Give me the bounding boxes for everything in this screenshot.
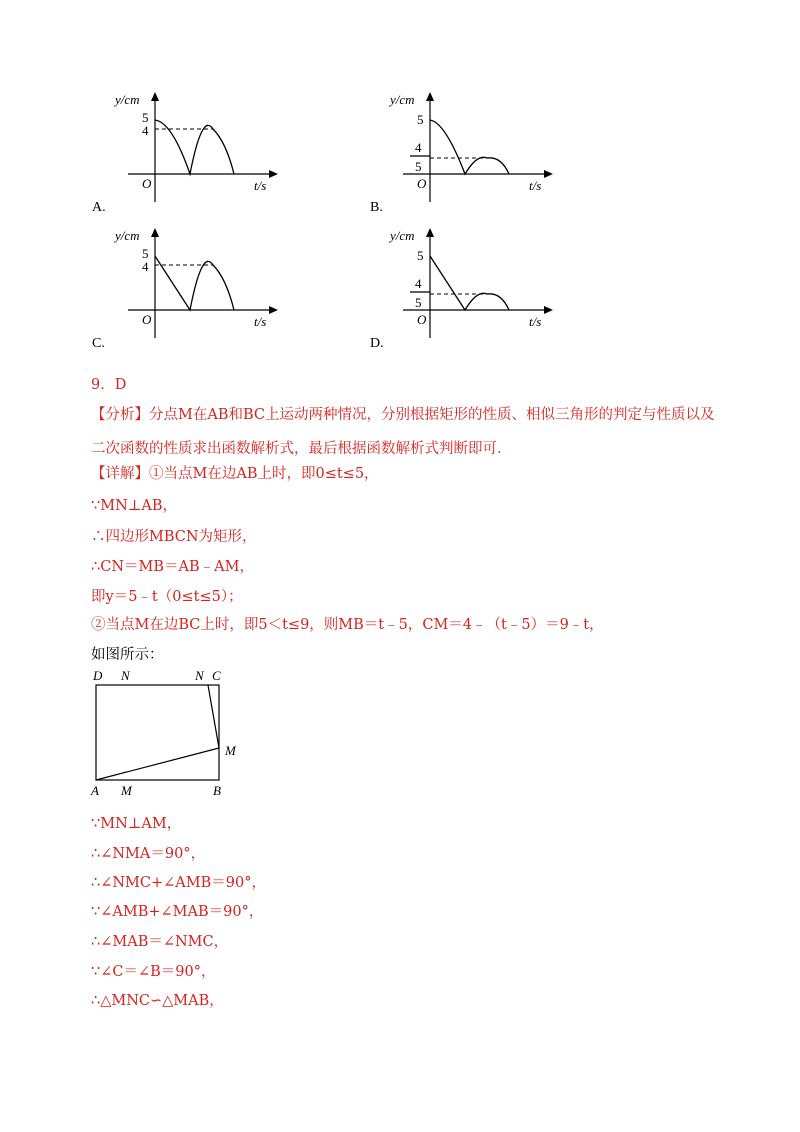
step-10: ∵∠C＝∠B＝90°， [91,964,216,980]
tick-4: 4 [415,140,422,155]
step-7: ∴∠NMC+∠AMB＝90°， [91,875,266,891]
y-axis-label: y/cm [390,92,415,107]
tick-5b: 5 [415,159,422,174]
label-d: D [93,668,103,683]
tick-5: 5 [142,246,149,261]
y-axis-label: y/cm [390,228,415,243]
label-n2: N [195,668,204,683]
option-c-label: C. [92,336,105,351]
step-9: ∴∠MAB＝∠NMC， [91,934,229,950]
step-11: ∴△MNC∽△MAB， [91,993,224,1009]
detail-case-2: ②当点M在边BC上时，即5＜t≤9，则MB＝t﹣5，CM＝4﹣（t﹣5）＝9﹣t， [91,617,604,633]
x-axis-label: t/s [254,314,267,329]
detail-case-1: 【详解】①当点M在边AB上时，即0≤t≤5， [91,466,379,482]
tick-5: 5 [417,112,424,127]
figure-intro: 如图所示： [91,647,164,663]
analysis-text: 【分析】分点M在AB和BC上运动两种情况，分别根据矩形的性质、相似三角形的判定与性质以及二次函数的性质求出函数解析式，最后根据函数解析式判断即可． [91,407,715,457]
x-axis-label: t/s [254,178,267,193]
step-1: ∵MN⊥AB， [91,498,178,514]
option-b-label: B. [370,200,383,215]
x-axis-label: t/s [529,314,542,329]
origin-label: O [417,176,427,191]
y-axis-label: y/cm [115,228,140,243]
graph-option-a [110,92,280,207]
step-8: ∵∠AMB+∠MAB＝90°， [91,904,264,920]
tick-4: 4 [142,123,149,138]
origin-label: O [142,312,152,327]
label-m-bottom: M [121,783,132,798]
question-number: 9．D [91,377,127,393]
origin-label: O [417,312,427,327]
option-d-label: D. [370,336,384,351]
graph-option-b [385,92,555,207]
rectangle-figure [88,668,258,804]
step-3: ∴CN＝MB＝AB﹣AM， [91,559,254,575]
tick-4: 4 [142,259,149,274]
tick-5b: 5 [415,295,422,310]
origin-label: O [142,176,152,191]
step-5: ∵MN⊥AM， [91,816,182,832]
option-a-label: A. [92,200,106,215]
step-4: 即y＝5﹣t（0≤t≤5）； [91,589,243,605]
tick-5: 5 [417,248,424,263]
y-axis-label: y/cm [115,92,140,107]
label-c: C [212,668,221,683]
graph-option-d [385,228,555,343]
label-a: A [91,783,99,798]
x-axis-label: t/s [529,178,542,193]
label-n: N [121,668,130,683]
label-m-right: M [225,743,236,758]
tick-4: 4 [415,276,422,291]
label-b: B [213,783,221,798]
step-6: ∴∠NMA＝90°， [91,846,206,862]
step-2: ∴四边形MBCN为矩形， [91,529,257,545]
tick-5: 5 [142,110,149,125]
graph-option-c [110,228,280,343]
